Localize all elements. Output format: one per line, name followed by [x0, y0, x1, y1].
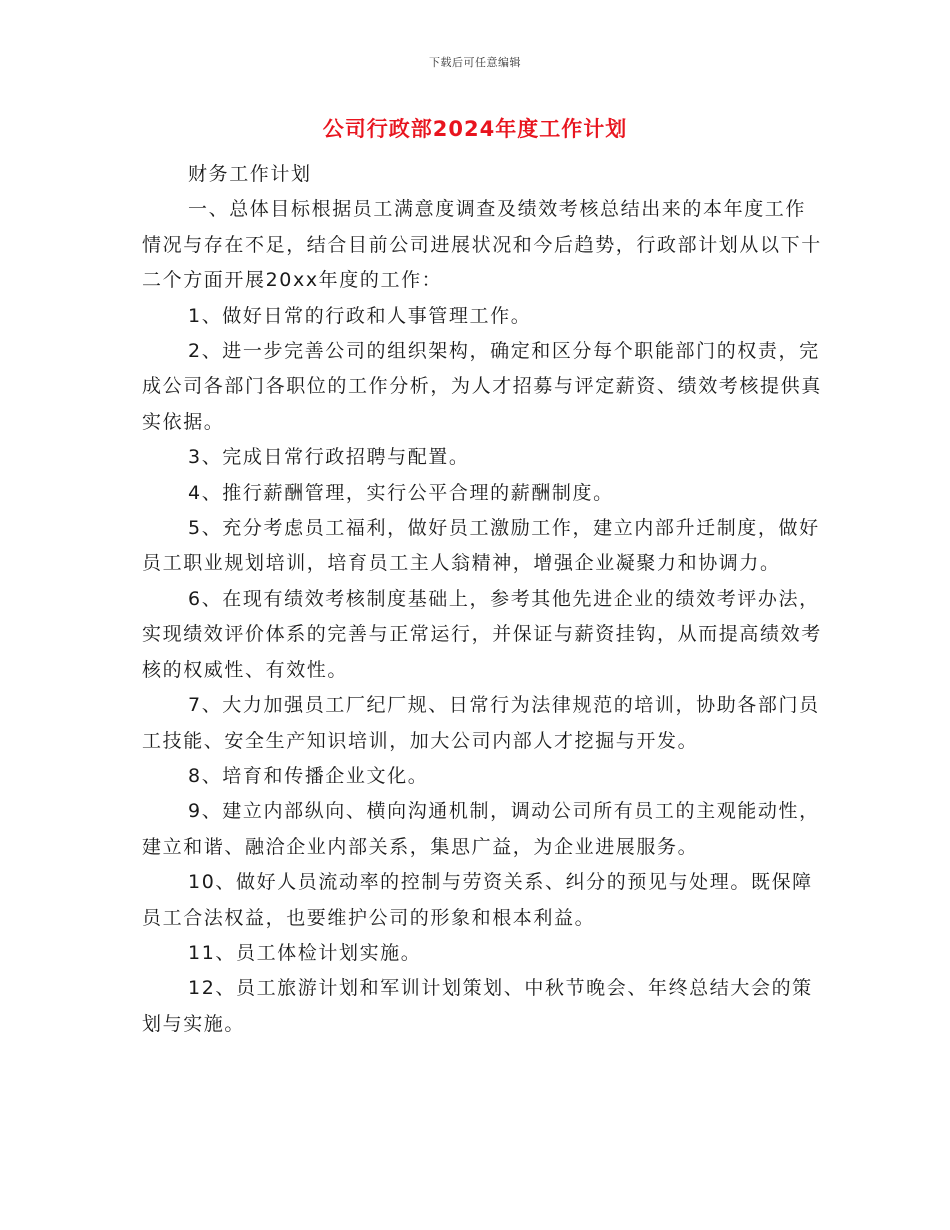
header-note: 下载后可任意编辑	[429, 56, 521, 69]
list-item-12: 12、员工旅游计划和军训计划策划、中秋节晚会、年终总结大会的策划与实施。	[142, 977, 813, 1035]
list-item-6: 6、在现有绩效考核制度基础上，参考其他先进企业的绩效考评办法，实现绩效评价体系的完善与正常运行，并保证与薪资挂钩，从而提高绩效考核的权威性、有效性。	[142, 587, 822, 681]
list-item-10: 10、做好人员流动率的控制与劳资关系、纠分的预见与处理。既保障员工合法权益，也要维护公司的形象和根本利益。	[142, 871, 813, 929]
section-heading: 财务工作计划	[188, 163, 312, 185]
document-body	[142, 157, 822, 1042]
list-item-2: 2、进一步完善公司的组织架构，确定和区分每个职能部门的权责，完成公司各部门各职位的工作分析，为人才招募与评定薪资、绩效考核提供真实依据。	[142, 340, 822, 433]
list-item-3: 3、完成日常行政招聘与配置。	[188, 446, 470, 469]
paragraph-overview: 一、总体目标根据员工满意度调查及绩效考核总结出来的本年度工作情况与存在不足，结合目前公司进展状况和今后趋势，行政部计划从以下十二个方面开展20xx年度的工作：	[142, 198, 822, 292]
list-item-8: 8、培育和传播企业文化。	[188, 764, 429, 787]
list-item-9: 9、建立内部纵向、横向沟通机制，调动公司所有员工的主观能动性，建立和谐、融洽企业内部关系，集思广益，为企业进展服务。	[142, 800, 820, 858]
list-item-5: 5、充分考虑员工福利，做好员工激励工作，建立内部升迁制度，做好员工职业规划培训，培育员工主人翁精神，增强企业凝聚力和协调力。	[142, 517, 820, 575]
list-item-1: 1、做好日常的行政和人事管理工作。	[188, 304, 532, 327]
list-item-11: 11、员工体检计划实施。	[188, 941, 422, 964]
list-item-7: 7、大力加强员工厂纪厂规、日常行为法律规范的培训，协助各部门员工技能、安全生产知识培训，加大公司内部人才挖掘与开发。	[142, 694, 820, 752]
document-title: 公司行政部2024年度工作计划	[322, 117, 628, 141]
list-item-4: 4、推行薪酬管理，实行公平合理的薪酬制度。	[188, 481, 614, 504]
